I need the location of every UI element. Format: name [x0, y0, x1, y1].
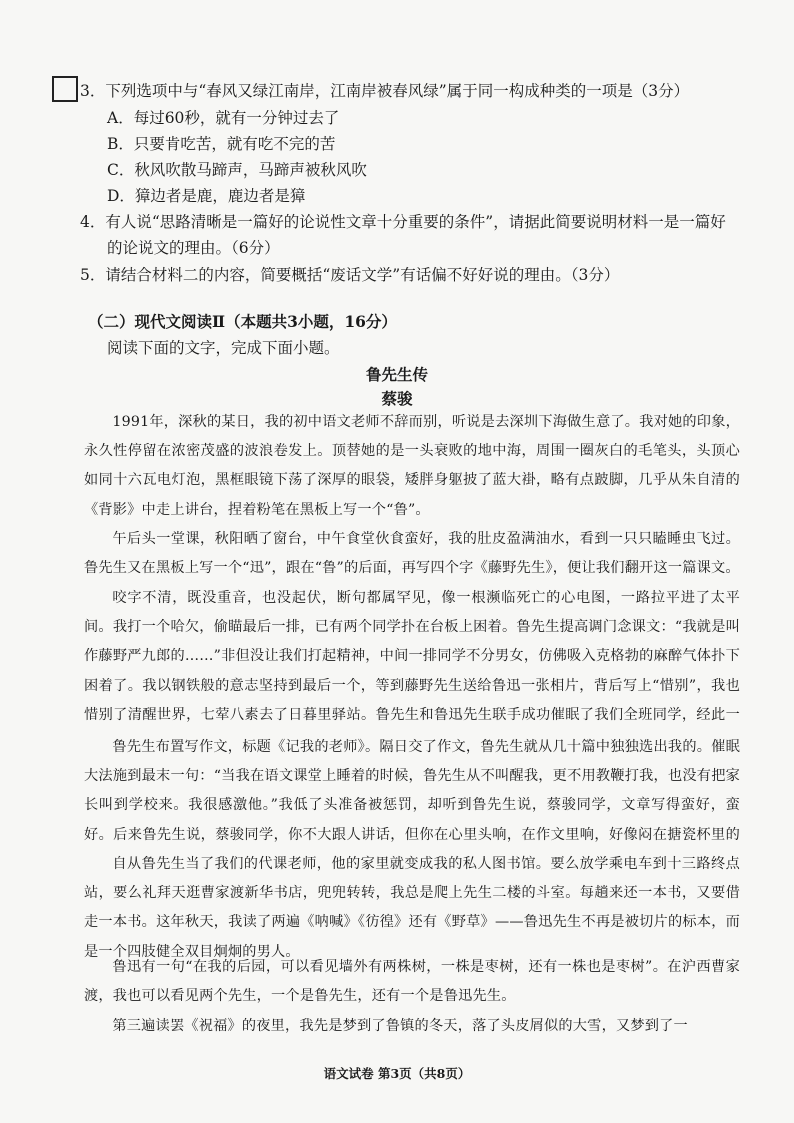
- question-4-line1: 4．有人说“思路清晰是一篇好的论说性文章十分重要的条件”，请据此简要说明材料一是一篇好: [80, 213, 726, 231]
- q3-option-c: C．秋风吹散马蹄声，马蹄声被秋风吹: [107, 161, 367, 179]
- section-instruction: 阅读下面的文字，完成下面小题。: [107, 339, 340, 357]
- question-3-stem: 3．下列选项中与“春风又绿江南岸，江南岸被春风绿”属于同一构成种类的一项是（3分）: [80, 82, 690, 100]
- paragraph-3-text: 咬字不清，既没重音，也没起伏，断句都属罕见，像一根濒临死亡的心电图，一路拉平进了太平间。我打一个哈欠，偷瞄最后一排，已有两个同学扑在台板上困着。鲁先生提高调门念课文：“我就是叫作藤野严九郎的……”非但没让我们打起精神，中间一排同学不分男女，仿佛吸入克格勃的麻醉气体扑下困着了。我以钢铁般的意志坚持到最后一个，等到藤野先生送给鲁迅一张相片，背后写上“惜别”，我也惜别了清醒世界，七荤八素去了日暮里驿站。鲁先生和鲁迅先生联手成功催眠了我们全班同学，经此一: [84, 590, 740, 723]
- answer-box: [52, 76, 78, 102]
- question-4-line2: 的论说文的理由。（6分）: [107, 239, 280, 257]
- question-5: 5．请结合材料二的内容，简要概括“废话文学”有话偏不好好说的理由。（3分）: [80, 266, 620, 284]
- paragraph-4: 鲁先生布置写作文，标题《记我的老师》。隔日交了作文，鲁先生就从几十篇中独独选出我的。催眠大法施到最末一句：“当我在语文课堂上睡着的时候，鲁先生从不叫醒我，更不用教鞭打我，也没有把家长叫到学校来。我很感激他。”我低了头准备被惩罚，却听到鲁先生说，蔡骏同学，文章写得蛮好，蛮好。后来鲁先生说，蔡骏同学，你不大跟人讲话，但你在心里头响，在作文里响，好像闷在搪瓷杯里的: [84, 739, 740, 843]
- paragraph-3: [84, 584, 740, 730]
- q3-option-b: B．只要肯吃苦，就有吃不完的苦: [107, 135, 336, 153]
- paragraph-5: 自从鲁先生当了我们的代课老师，他的家里就变成我的私人图书馆。要么放学乘电车到十三路终点站，要么礼拜天逛曹家渡新华书店，兜兜转转，我总是爬上先生二楼的斗室。每趟来还一本书，又要借走一本书。这年秋天，我读了两遍《呐喊》《彷徨》还有《野草》——鲁迅先生不再是被切片的标本，而是一个四肢健全双目炯炯的男人。: [84, 856, 740, 960]
- paragraph-6: 鲁迅有一句“在我的后园，可以看见墙外有两株树，一株是枣树，还有一株也是枣树”。在沪西曹家渡，我也可以看见两个先生，一个是鲁先生，还有一个是鲁迅先生。: [84, 959, 740, 1005]
- paragraph-2: 午后头一堂课，秋阳晒了窗台，中午食堂伙食蛮好，我的肚皮盈满油水，看到一只只瞌睡虫飞过。鲁先生又在黑板上写一个“迅”，跟在“鲁”的后面，再写四个字《藤野先生》，便让我们翻开这一篇课文。: [84, 531, 740, 577]
- q3-option-d: D．獐边者是鹿，鹿边者是獐: [107, 187, 306, 205]
- page-footer: 语文试卷 第3页（共8页）: [323, 1066, 471, 1081]
- paragraph-1: 1991年，深秋的某日，我的初中语文老师不辞而别，听说是去深圳下海做生意了。我对她的印象，永久性停留在浓密茂盛的波浪卷发上。顶替她的是一头衰败的地中海，周围一圈灰白的毛笔头，头顶心如同十六瓦电灯泡，黑框眼镜下荡了深厚的眼袋，矮胖身躯披了蓝大褂，略有点跛脚，几乎从朱自清的《背影》中走上讲台，捏着粉笔在黑板上写一个“鲁”。: [84, 414, 740, 518]
- article-author: 蔡骏: [381, 389, 413, 408]
- paragraph-7: 第三遍读罢《祝福》的夜里，我先是梦到了鲁镇的冬天，落了头皮屑似的大雪，又梦到了一: [112, 1018, 688, 1034]
- article-title: 鲁先生传: [365, 365, 428, 384]
- q3-option-a: A．每过60秒，就有一分钟过去了: [107, 109, 340, 127]
- section-heading: （二）现代文阅读Ⅱ（本题共3小题，16分）: [88, 312, 397, 331]
